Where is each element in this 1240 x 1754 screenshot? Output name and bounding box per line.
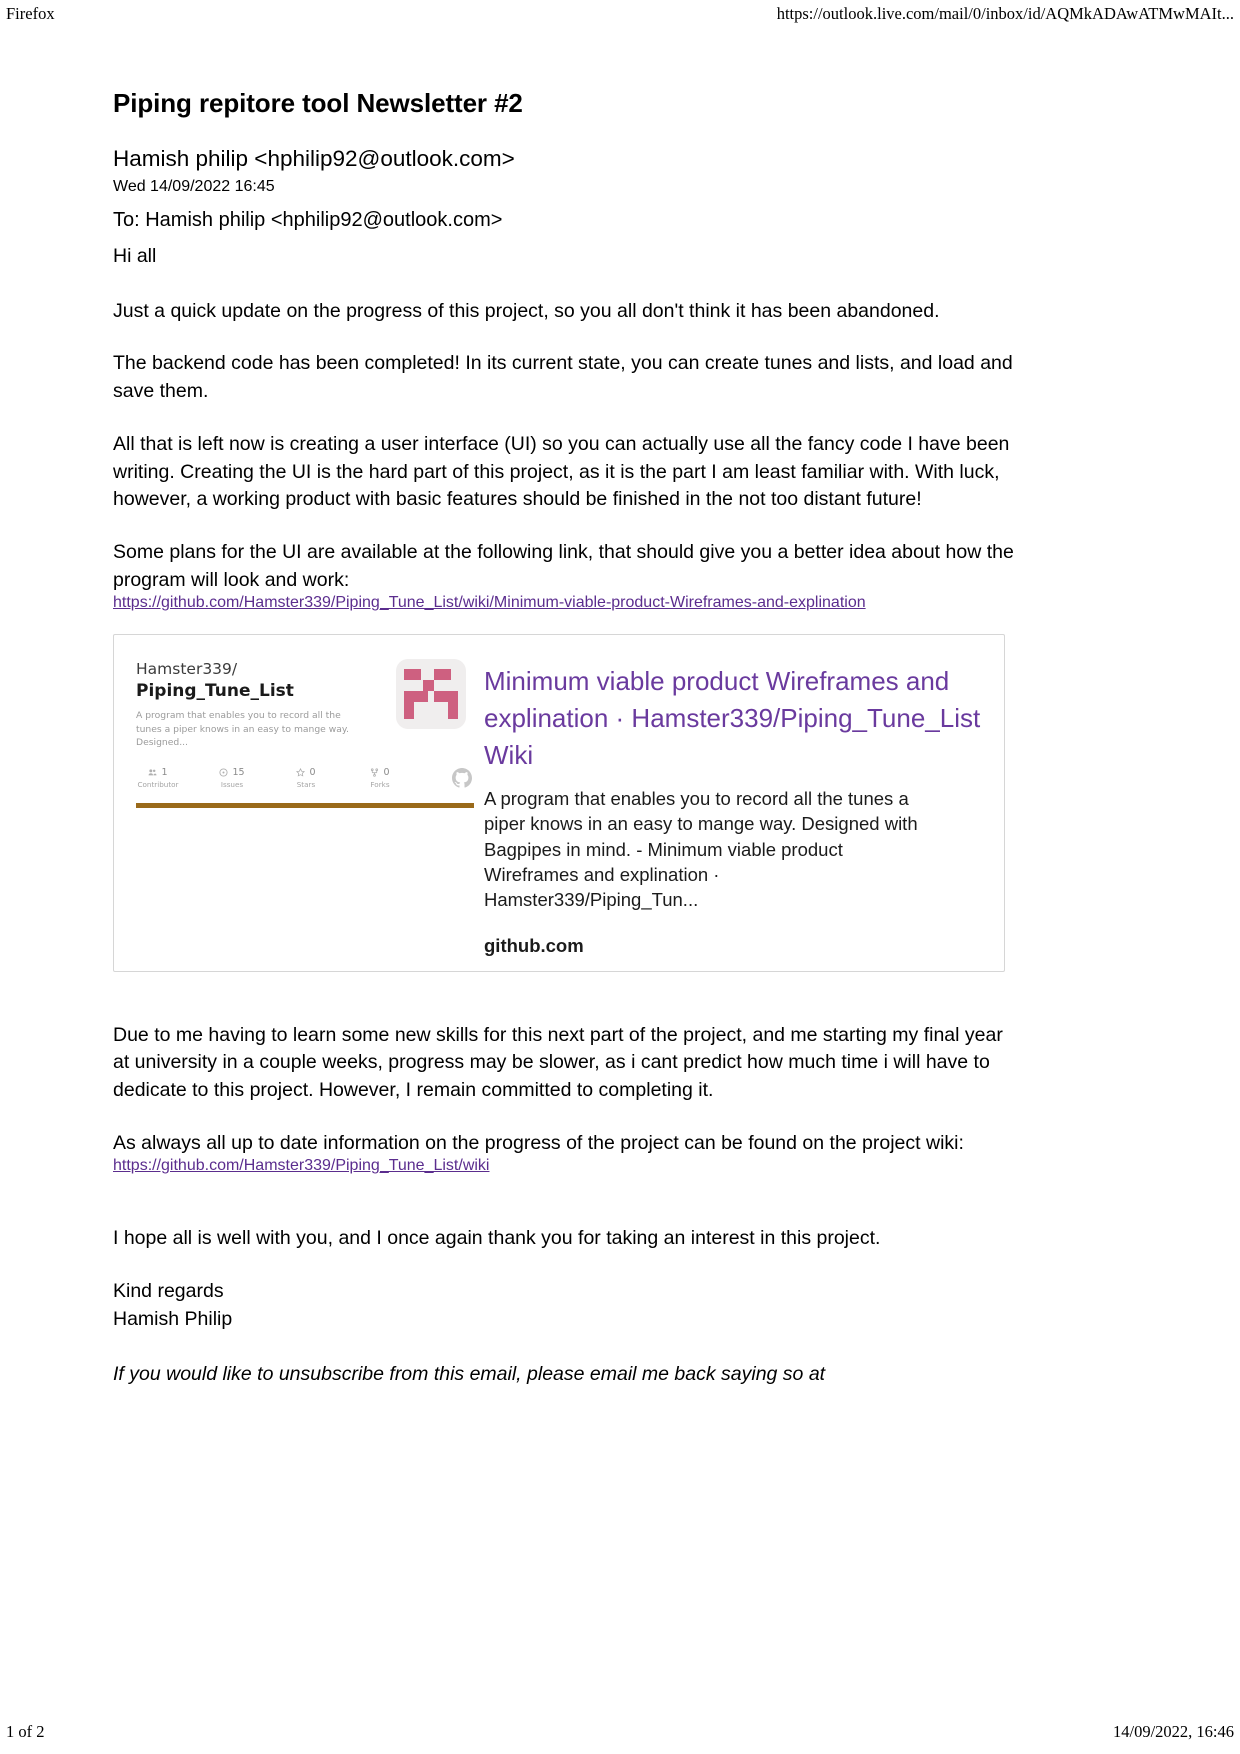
spacer	[113, 1334, 1021, 1361]
contributors-icon	[148, 768, 157, 777]
repo-logo-icon	[396, 659, 466, 729]
stat-contributors	[136, 767, 180, 789]
thumb-accent-rule	[136, 803, 474, 808]
link-preview-domain: github.com	[484, 934, 584, 956]
github-mark-icon	[452, 768, 472, 788]
star-icon	[296, 768, 305, 777]
wiki-link-1[interactable]: https://github.com/Hamster339/Piping_Tune_List/wiki/Minimum-viable-product-Wireframes-and-explination	[113, 594, 866, 612]
stat-forks	[358, 767, 402, 789]
link-preview-thumbnail	[114, 649, 472, 956]
link-preview-card[interactable]	[113, 634, 1005, 971]
print-header-title: Firefox	[6, 4, 55, 23]
stat-contributors-value: 1	[161, 767, 168, 779]
print-footer-page: 1 of 2	[6, 1722, 45, 1741]
stat-issues-label: Issues	[220, 780, 244, 790]
stat-stars-top	[296, 767, 315, 778]
email-recipient: To: Hamish philip <hphilip92@outlook.com>	[113, 209, 503, 232]
stat-forks-top	[370, 767, 389, 778]
email-paragraph-1: Just a quick update on the progress of this project, so you all don't think it has been abandoned.	[113, 299, 940, 322]
spacer	[113, 1175, 1021, 1225]
print-footer	[0, 1722, 1240, 1742]
print-header-url: https://outlook.live.com/mail/0/inbox/id/AQMkADAwATMwMAIt...	[776, 4, 1234, 23]
stat-stars-label: Stars	[296, 780, 316, 790]
link-preview-content	[472, 649, 1004, 956]
thumb-repo-block	[136, 659, 368, 749]
stat-issues	[210, 767, 254, 789]
thumb-header	[136, 659, 472, 749]
print-footer-timestamp: 14/09/2022, 16:46	[1112, 1722, 1234, 1741]
link-preview-description: A program that enables you to record all the tunes a piper knows in an easy to mange way. Designed with Bagpipes in mind. - Minimum viable product Wireframes and explination · Hamster339/Piping_Tun...	[484, 788, 918, 911]
stat-forks-value: 0	[383, 767, 390, 779]
repo-description: A program that enables you to record all the tunes a piper knows in an easy to mange way. Designed...	[136, 710, 349, 748]
repo-stats	[136, 767, 472, 789]
email-paragraph-4: Some plans for the UI are available at the following link, that should give you a better idea about how the program will look and work:	[113, 540, 1014, 591]
issues-icon	[219, 768, 228, 777]
stat-contributors-label: Contributor	[137, 780, 179, 790]
email-paragraph-6: As always all up to date information on the progress of the project can be found on the project wiki:	[113, 1131, 964, 1154]
email-page	[113, 88, 1021, 1388]
stat-issues-top	[219, 767, 244, 778]
spacer	[113, 271, 1021, 298]
spacer	[113, 972, 1021, 1022]
email-unsubscribe-note: If you would like to unsubscribe from this email, please email me back saying so at	[113, 1362, 826, 1385]
repo-owner: Hamster339/	[136, 660, 238, 679]
stat-forks-label: Forks	[370, 780, 390, 790]
email-date: Wed 14/09/2022 16:45	[113, 178, 275, 196]
stat-contributors-top	[148, 767, 167, 778]
email-greeting: Hi all	[113, 245, 157, 268]
email-paragraph-2: The backend code has been completed! In its current state, you can create tunes and lists, and load and save them.	[113, 352, 1013, 403]
email-sign-off: Kind regards	[113, 1280, 224, 1303]
email-sign-name: Hamish Philip	[113, 1307, 233, 1330]
email-subject: Piping repitore tool Newsletter #2	[113, 88, 523, 118]
stat-issues-value: 15	[232, 767, 245, 779]
email-sender: Hamish philip <hphilip92@outlook.com>	[113, 146, 515, 172]
fork-icon	[370, 768, 379, 777]
email-closing-thanks: I hope all is well with you, and I once again thank you for taking an interest in this project.	[113, 1227, 881, 1250]
github-social-preview	[136, 659, 472, 808]
email-paragraph-5: Due to me having to learn some new skills for this next part of the project, and me starting my final year at university in a couple weeks, progress may be slower, as i cant predict how much time i will have to dedicate to this project. However, I remain committed to completing it.	[113, 1023, 1003, 1102]
wiki-link-2[interactable]: https://github.com/Hamster339/Piping_Tune_List/wiki	[113, 1157, 490, 1175]
link-preview-title[interactable]: Minimum viable product Wireframes and explination · Hamster339/Piping_Tune_List Wiki	[484, 666, 981, 771]
stat-stars	[284, 767, 328, 789]
email-paragraph-3: All that is left now is creating a user interface (UI) so you can actually use all the fancy code I have been writing. Creating the UI is the hard part of this project, as it is the part I am least familiar with. With luck, however, a working product with basic features should be finished in the not too distant future!	[113, 432, 1010, 511]
stat-stars-value: 0	[309, 767, 316, 779]
print-header	[0, 4, 1240, 24]
repo-name: Piping_Tune_List	[136, 681, 294, 702]
